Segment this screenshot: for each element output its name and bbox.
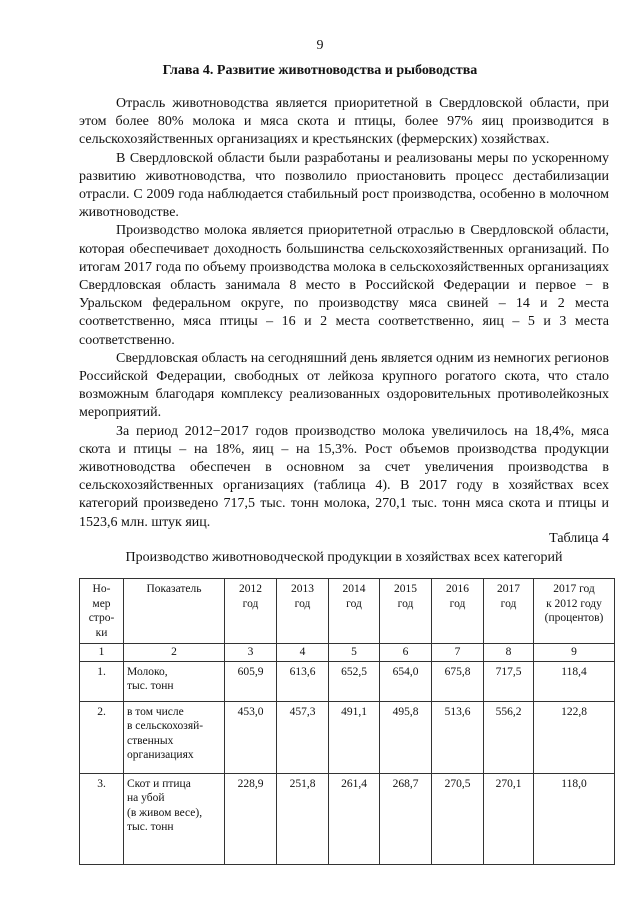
value-2016: 513,6 (432, 701, 484, 773)
column-number: 9 (534, 644, 615, 662)
column-number: 3 (225, 644, 277, 662)
table-row (80, 661, 615, 701)
value-2012: 605,9 (225, 661, 277, 701)
column-number: 7 (432, 644, 484, 662)
row-indicator: Скот и птица на убой (в живом весе), тыс. тонн (124, 773, 225, 864)
value-2015: 654,0 (380, 661, 432, 701)
paragraph: Производство молока является приоритетной отраслью в Свердловской области, которая обеспечивает доходность большинства сельскохозяйственных организаций. По итогам 2017 года по объему производства молока в сельскохозяйственных организациях Свердловская область занимала 8 место в Российской Федерации и первое − в Уральском федеральном округе, по производству мяса свиней – 14 и 2 места соответственно, мяса птицы – 16 и 2 места соответственно, яиц – 5 и 3 места соответственно. (79, 223, 609, 348)
column-number-row (80, 644, 615, 662)
row-number: 3. (80, 773, 124, 864)
value-2015: 268,7 (380, 773, 432, 864)
value-2014: 491,1 (329, 701, 380, 773)
column-number: 8 (484, 644, 534, 662)
value-2017: 270,1 (484, 773, 534, 864)
value-2014: 261,4 (329, 773, 380, 864)
header-indicator: Показатель (124, 579, 225, 644)
column-number: 4 (277, 644, 329, 662)
header-2012: 2012 год (225, 579, 277, 644)
table-caption: Производство животноводческой продукции в хозяйствах всех категорий (125, 550, 563, 565)
header-2014: 2014 год (329, 579, 380, 644)
value-2017: 717,5 (484, 661, 534, 701)
table-row (80, 773, 615, 864)
chapter-title: Глава 4. Развитие животноводства и рыбоводства (162, 63, 478, 78)
value-2013: 251,8 (277, 773, 329, 864)
paragraph: За период 2012−2017 годов производство молока увеличилось на 18,4%, мяса скота и птицы – на 18%, яиц – на 15,3%. Рост объемов производства продукции животноводства обеспечен в основном за счет увеличения производства в сельскохозяйственных организациях (таблица 4). В 2017 году в хозяйствах всех категорий произведено 717,5 тыс. тонн молока, 270,1 тыс. тонн мяса скота и птицы и 1523,6 млн. штук яиц. (79, 423, 609, 530)
header-2013: 2013 год (277, 579, 329, 644)
column-number: 6 (380, 644, 432, 662)
value-2013: 457,3 (277, 701, 329, 773)
header-row-number: Но- мер стро- ки (80, 579, 124, 644)
value-2014: 652,5 (329, 661, 380, 701)
value-change: 118,0 (534, 773, 615, 864)
value-2013: 613,6 (277, 661, 329, 701)
value-change: 122,8 (534, 701, 615, 773)
header-2017: 2017 год (484, 579, 534, 644)
paragraph: Отрасль животноводства является приоритетной в Свердловской области, при этом более 80% молока и мяса скота и птицы, более 97% яиц производится в сельскохозяйственных организациях и крестьянских (фермерских) хозяйствах. (79, 96, 609, 148)
production-table (79, 578, 615, 865)
row-number: 1. (80, 661, 124, 701)
value-2016: 270,5 (432, 773, 484, 864)
value-change: 118,4 (534, 661, 615, 701)
value-2015: 495,8 (380, 701, 432, 773)
header-2015: 2015 год (380, 579, 432, 644)
row-indicator: Молоко, тыс. тонн (124, 661, 225, 701)
column-number: 5 (329, 644, 380, 662)
table-header-row (80, 579, 615, 644)
row-indicator: в том числе в сельскохозяй- ственных организациях (124, 701, 225, 773)
header-change: 2017 год к 2012 году (процентов) (534, 579, 615, 644)
table-label: Таблица 4 (549, 531, 609, 546)
paragraph: Свердловская область на сегодняшний день является одним из немногих регионов Российской Федерации, свободных от лейкоза крупного рогатого скота, что стало возможным благодаря комплексу реализованных оздоровительных противолейкозных мероприятий. (79, 350, 609, 421)
value-2012: 228,9 (225, 773, 277, 864)
value-2016: 675,8 (432, 661, 484, 701)
table-row (80, 701, 615, 773)
column-number: 2 (124, 644, 225, 662)
body-text (79, 95, 609, 532)
value-2017: 556,2 (484, 701, 534, 773)
column-number: 1 (80, 644, 124, 662)
value-2012: 453,0 (225, 701, 277, 773)
header-2016: 2016 год (432, 579, 484, 644)
row-number: 2. (80, 701, 124, 773)
page-number: 9 (316, 38, 324, 53)
paragraph: В Свердловской области были разработаны и реализованы меры по ускоренному развитию животноводства, что позволило приостановить процесс дестабилизации отрасли. С 2009 года наблюдается стабильный рост производства, особенно в молочном животноводстве. (79, 150, 609, 221)
